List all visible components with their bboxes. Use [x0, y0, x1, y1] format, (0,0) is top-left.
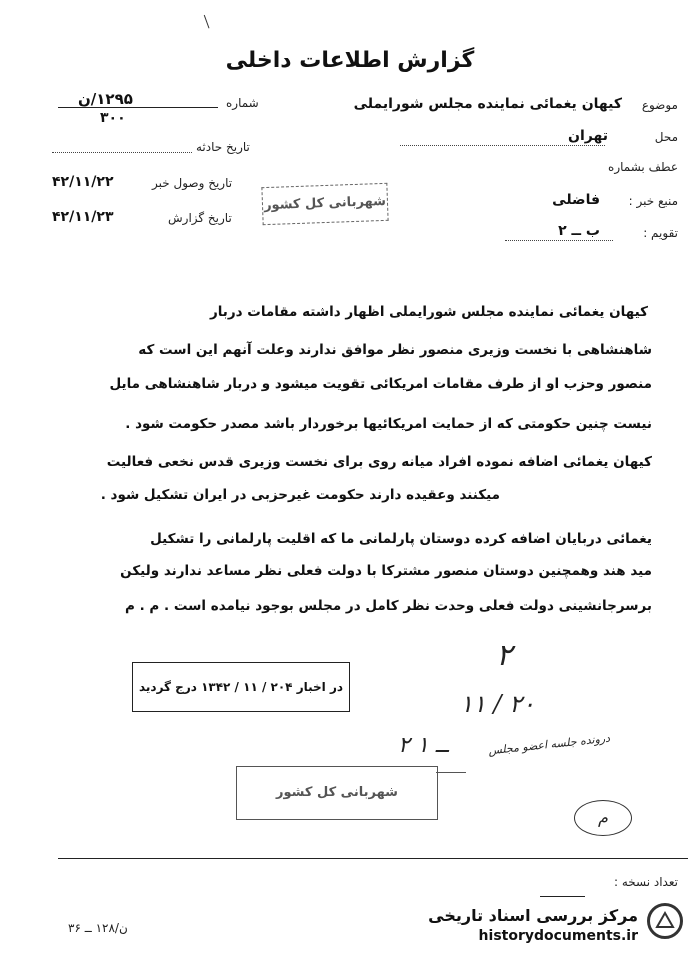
report-date-label: تاریخ گزارش: [168, 211, 232, 225]
handwritten-note: درونده جلسه اعضو مجلس: [487, 731, 611, 758]
body-line: یغمائی دربایان اضافه کرده دوستان پارلمانی ما که اقلیت پارلمانی را تشکیل: [150, 531, 652, 547]
body-line: نیست چنین حکومتی که از حمایت امریکائیها برخوردار باشد مصدر حکومت شود .: [125, 416, 652, 432]
police-stamp-bottom: شهربانی کل کشور: [236, 766, 438, 820]
stamp-line: [436, 772, 466, 773]
ref-label: عطف بشماره: [608, 160, 678, 174]
number-underline: [58, 107, 218, 108]
subject-value: کیهان یغمائی نماینده مجلس شورایملی: [353, 96, 622, 112]
handwritten-date: ۱۱ / ۲۰: [460, 690, 535, 718]
report-date-value: ۴۲/۱۱/۲۳: [52, 209, 114, 225]
corner-mark: [204, 14, 213, 29]
number-value: ۱۲۹۵/ن: [78, 90, 133, 108]
handwritten-code: ۲ ــ ۱: [398, 733, 449, 758]
body-line: منصور وحزب او از طرف مقامات امریکائی تقویت میشود و دربار شاهنشاهی مایل: [109, 376, 652, 392]
evaluation-label: تقویم :: [643, 226, 678, 240]
evaluation-value: ب ــ ۲: [558, 223, 600, 239]
archive-stamp: در اخبار ۲۰۴ / ۱۱ / ۱۳۴۲ درج گردید: [132, 662, 350, 712]
received-date-value: ۴۲/۱۱/۲۲: [52, 174, 114, 190]
place-value: تهران: [568, 128, 608, 144]
body-line: شاهنشاهی با نخست وزیری منصور نظر موافق ندارند وعلت آنهم این است که: [138, 342, 652, 358]
evaluation-dots: [505, 240, 613, 241]
initials-signature: م: [574, 800, 632, 836]
handwritten-mark: ۲: [496, 638, 513, 673]
body-line: کیهان یغمائی نماینده مجلس شورایملی اظهار داشته مقامات دربار: [209, 304, 648, 320]
number-label: شماره: [226, 96, 259, 110]
incident-date-dots: [52, 152, 192, 153]
police-stamp-top: شهربانی کل کشور: [261, 183, 388, 225]
source-label: منبع خبر :: [628, 194, 678, 208]
watermark-title: مرکز بررسی اسناد تاریخی: [428, 906, 638, 925]
received-date-label: تاریخ وصول خبر: [152, 176, 233, 190]
footer-divider: [58, 858, 688, 859]
place-dots: [400, 145, 605, 146]
body-line: مید هند وهمچنین دوستان منصور مشترکا با دولت فعلی نظر مساعد ندارند ولیکن: [120, 563, 652, 579]
copies-label: تعداد نسخه :: [613, 875, 678, 889]
body-line: کیهان یغمائی اضافه نموده افراد میانه روی برای نخست وزیری قدس نخعی فعالیت: [106, 454, 652, 470]
incident-date-label: تاریخ حادثه: [196, 140, 250, 154]
page-title: گزارش اطلاعات داخلی: [225, 48, 475, 73]
watermark-url: historydocuments.ir: [478, 928, 638, 944]
archive-logo-icon: [647, 903, 683, 939]
form-code: ن/۱۲۸ ــ ۳۶: [68, 921, 128, 935]
subject-label: موضوع: [641, 98, 678, 112]
number-sub: ۳۰۰: [100, 110, 126, 126]
copies-line: [540, 896, 585, 897]
body-line: میکنند وعقیده دارند حکومت غیرحزبی در ایران تشکیل شود .: [100, 487, 500, 503]
source-value: فاضلی: [552, 192, 600, 208]
place-label: محل: [654, 130, 678, 144]
body-line: برسرجانشینی دولت فعلی وحدت نظر کامل در مجلس بوجود نیامده است . م . م: [124, 598, 652, 614]
